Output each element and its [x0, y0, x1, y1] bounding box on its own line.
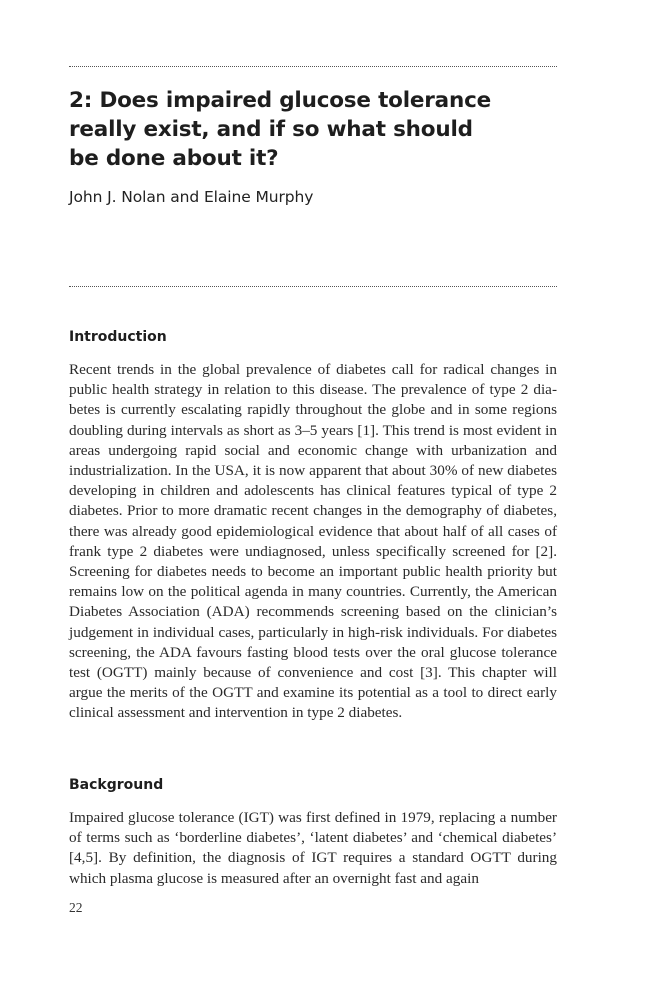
chapter-authors: John J. Nolan and Elaine Murphy: [69, 188, 314, 206]
introduction-paragraph: Recent trends in the global prevalence of diabetes call for radical changes in public health strategy in relation to this disease. The prevalence of type 2 diabetes is currently escalating rapidly throughout the globe and in some regions doubling during intervals as short as 3–5 years [1]. This trend is most evident in areas undergoing rapid social and economic change with urbanization and industrialization. In the USA, it is now apparent that about 30% of new diabetes developing in children and adolescents has clinical features typical of type 2 diabetes. Prior to more dramatic recent changes in the demography of diabetes, there was already good epidemiological evidence that about half of all cases of frank type 2 diabetes were undiagnosed, unless specifically screened for [2]. Screening for diabetes needs to become an important public health priority but remains low on the political agenda in many countries. Currently, the American Diabetes Association (ADA) recommends screening based on the clinician’s judgement in individual cases, particularly in high-risk individuals. For diabetes screening, the ADA favours fasting blood tests over the oral glucose tolerance test (OGTT) mainly because of convenience and cost [3]. This chapter will argue the merits of the OGTT and examine its potential as a tool to direct early clinical assessment and intervention in type 2 diabetes.: [69, 361, 557, 722]
background-heading: Background: [69, 777, 164, 793]
page-number: 22: [69, 900, 83, 915]
introduction-heading: Introduction: [69, 329, 167, 345]
top-dotted-rule: [69, 66, 557, 67]
background-paragraph: Impaired glucose tolerance (IGT) was first defined in 1979, replacing a number of terms such as ‘borderline diabetes’, ‘latent diabetes’ and ‘chemical diabetes’ [4,5]. By definition, the diagnosis of IGT requires a standard OGTT during which plasma glucose is measured after an overnight fast and again: [69, 809, 557, 887]
middle-dotted-rule: [69, 286, 557, 287]
chapter-title: 2: Does impaired glucose tolerance really exist, and if so what should be done about it?: [69, 88, 492, 171]
